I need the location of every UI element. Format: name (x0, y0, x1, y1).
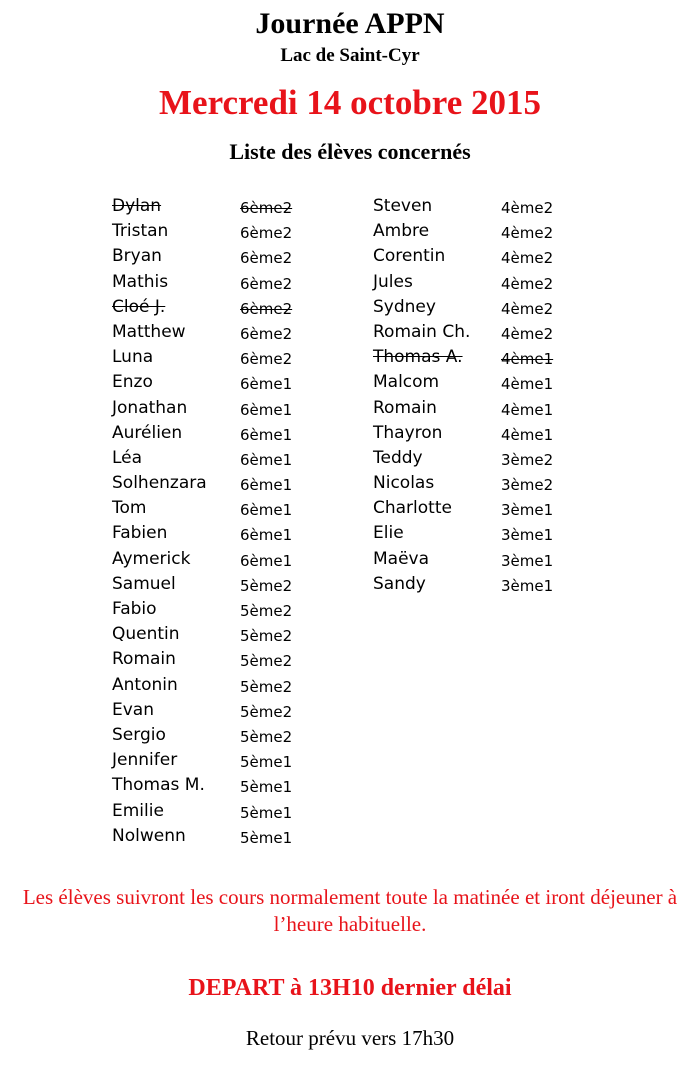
list-heading: Liste des élèves concernés (229, 139, 471, 164)
student-class: 4ème1 (501, 425, 554, 444)
student-class: 6ème1 (240, 375, 293, 394)
student-class: 5ème1 (240, 778, 293, 797)
student-name: Aurélien (112, 422, 183, 443)
event-date: Mercredi 14 octobre 2015 (159, 83, 541, 122)
student-name: Sergio (112, 724, 166, 745)
student-class: 4ème2 (501, 224, 554, 243)
student-name: Cloé J. (112, 296, 166, 317)
student-name: Jonathan (112, 397, 188, 418)
student-class: 3ème1 (501, 576, 554, 595)
student-name: Sandy (373, 573, 426, 594)
student-name: Thomas M. (112, 775, 205, 796)
student-class: 3ème1 (501, 501, 554, 520)
document-title: Journée APPN (255, 7, 445, 40)
student-name: Evan (112, 699, 154, 720)
student-class: 5ème1 (240, 828, 293, 847)
student-name: Léa (112, 447, 143, 468)
student-class: 5ème2 (240, 627, 293, 646)
student-class: 6ème2 (240, 350, 293, 369)
student-class: 4ème2 (501, 199, 554, 217)
student-name: Romain (112, 649, 176, 670)
student-class: 5ème1 (240, 753, 293, 772)
student-name: Thomas A. (373, 347, 463, 368)
student-class: 5ème2 (240, 576, 293, 595)
student-class: 6ème2 (240, 224, 293, 243)
student-name: Ambre (373, 221, 430, 242)
student-name: Aymerick (112, 548, 191, 569)
student-class: 4ème2 (501, 274, 554, 293)
student-name: Bryan (112, 246, 162, 267)
student-name: Jennifer (112, 750, 178, 771)
student-name: Mathis (112, 271, 169, 292)
student-name: Corentin (373, 246, 446, 267)
student-class: 3ème2 (501, 450, 554, 469)
student-name: Thayron (373, 422, 443, 443)
student-class: 6ème1 (240, 501, 293, 520)
student-name: Samuel (112, 573, 176, 594)
student-name: Tom (112, 498, 147, 519)
student-class: 5ème2 (240, 602, 293, 620)
student-name: Jules (373, 271, 413, 292)
student-name: Quentin (112, 624, 180, 645)
student-name: Elie (373, 523, 404, 544)
student-class: 4ème2 (501, 249, 554, 268)
student-class: 6ème1 (240, 551, 293, 570)
schedule-notice: Les élèves suivront les cours normalement toute la matinée et iront déjeuner à l’heure habituelle. (22, 885, 678, 936)
student-class: 6ème1 (240, 450, 293, 469)
student-name: Tristan (112, 221, 169, 242)
student-class: 6ème2 (240, 249, 293, 268)
student-class: 3ème1 (501, 551, 554, 570)
student-name: Sydney (373, 296, 436, 317)
student-name: Nicolas (373, 473, 435, 494)
student-name: Teddy (373, 447, 423, 468)
student-name: Emilie (112, 800, 164, 821)
student-class: 6ème2 (240, 199, 293, 217)
student-class: 6ème1 (240, 425, 293, 444)
student-class: 6ème2 (240, 299, 293, 318)
student-name: Enzo (112, 372, 153, 393)
student-name: Fabien (112, 523, 168, 544)
student-class: 6ème1 (240, 476, 293, 495)
student-class: 5ème2 (240, 727, 293, 746)
student-name: Romain Ch. (373, 321, 471, 342)
student-name: Dylan (112, 196, 162, 216)
location-subtitle: Lac de Saint-Cyr (280, 45, 420, 66)
student-class: 4ème1 (501, 350, 554, 369)
student-class: 6ème1 (240, 400, 293, 419)
student-class: 5ème2 (240, 652, 293, 671)
student-class: 4ème2 (501, 299, 554, 318)
student-class: 6ème1 (240, 526, 293, 545)
student-name: Solhenzara (112, 473, 207, 494)
student-name: Fabio (112, 599, 157, 619)
student-name: Romain (373, 397, 437, 418)
student-name: Matthew (112, 321, 186, 342)
student-class: 6ème2 (240, 274, 293, 293)
student-name: Antonin (112, 674, 178, 695)
student-class: 4ème2 (501, 324, 554, 343)
student-name: Charlotte (373, 498, 452, 519)
student-name: Nolwenn (112, 825, 186, 846)
student-class: 4ème1 (501, 375, 554, 394)
return-time: Retour prévu vers 17h30 (245, 1026, 455, 1050)
student-class: 5ème2 (240, 702, 293, 721)
departure-time: DEPART à 13H10 dernier délai (188, 975, 512, 1001)
student-name: Steven (373, 196, 433, 216)
student-class: 4ème1 (501, 400, 554, 419)
student-name: Maëva (373, 548, 430, 569)
student-name: Malcom (373, 372, 440, 393)
student-class: 3ème2 (501, 476, 554, 495)
student-class: 5ème2 (240, 677, 293, 696)
student-class: 6ème2 (240, 324, 293, 343)
student-name: Luna (112, 347, 154, 368)
student-class: 5ème1 (240, 803, 293, 822)
student-class: 3ème1 (501, 526, 554, 545)
